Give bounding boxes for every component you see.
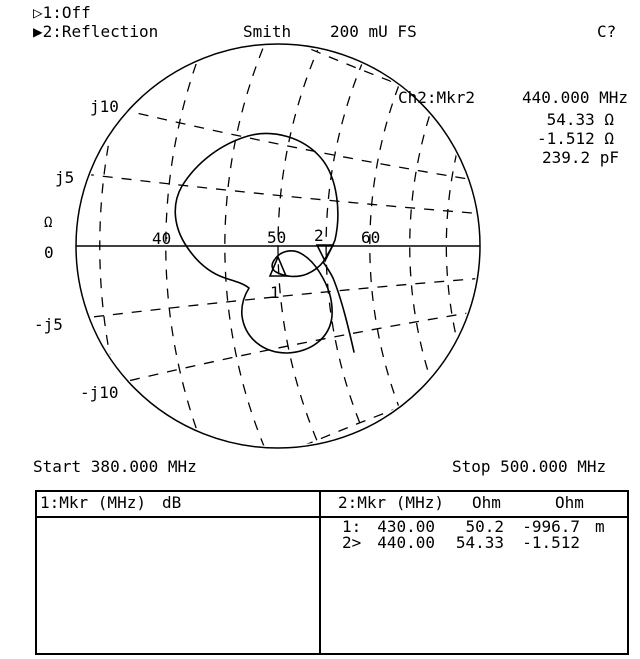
readout-reactance: -1.512 Ω — [536, 129, 614, 148]
resistance-label-50: 50 — [267, 228, 287, 247]
table-row — [321, 532, 627, 552]
sweep-stop: Stop 500.000 MHz — [452, 457, 607, 476]
channel2-measurement: 2:Reflection — [42, 22, 159, 41]
channel1-status: 1:Off — [42, 3, 91, 22]
resistance-label-40: 40 — [152, 229, 172, 248]
reactance-label-neg-j10: -j10 — [80, 383, 119, 402]
display-format: Smith — [243, 22, 292, 41]
table-cell-ohm2: -1.512 — [522, 532, 580, 552]
ch2-table-rows — [321, 519, 627, 653]
reactance-label-j5: j5 — [55, 168, 75, 187]
ch1-table-header: 1:Mkr (MHz) — [40, 493, 146, 512]
marker-1-label: 1 — [270, 283, 280, 302]
ch2-table-unit2: Ohm — [555, 493, 584, 512]
marker-table-ch1 — [37, 492, 319, 653]
readout-frequency: 440.000 MHz — [522, 88, 628, 107]
readout-capacitance: 239.2 pF — [541, 148, 619, 167]
table-cell-id: 2> — [342, 532, 362, 552]
grid-reactance-arc-20 — [0, 0, 640, 246]
ch2-table-unit1: Ohm — [472, 493, 501, 512]
grid-reactance-arc-10 — [0, 0, 640, 246]
reactance-label-neg-j5: -j5 — [34, 315, 63, 334]
readout-marker-label: Ch2:Mkr2 — [398, 88, 476, 107]
table-cell-ohm1: 54.33 — [455, 532, 504, 552]
scale-setting: 200 mU FS — [330, 22, 417, 41]
zero-label: 0 — [44, 243, 54, 262]
marker-table-ch2 — [321, 492, 627, 653]
reactance-label-j10: j10 — [90, 97, 119, 116]
resistance-label-60: 60 — [361, 228, 381, 247]
ch1-table-rows — [37, 519, 319, 653]
grid-reactance-arc-5 — [0, 0, 640, 246]
table-cell-suffix: m — [595, 517, 605, 536]
marker-table — [35, 490, 629, 655]
readout-resistance: 54.33 Ω — [546, 110, 614, 129]
ch2-table-header: 2:Mkr (MHz) — [338, 493, 444, 512]
calibration-status: C? — [597, 22, 617, 41]
trace-path — [175, 134, 354, 353]
channel1-marker-icon: ▷ — [33, 3, 43, 22]
ch1-table-unit: dB — [162, 493, 182, 512]
table-cell-id: 1: — [342, 517, 362, 536]
channel2-marker-icon: ▶ — [33, 22, 43, 41]
ohm-unit-label: Ω — [44, 215, 53, 231]
table-cell-ohm1: 50.2 — [465, 517, 504, 536]
table-cell-ohm2: -996.7 — [522, 517, 580, 536]
table-cell-freq: 440.00 — [377, 532, 435, 552]
sweep-start: Start 380.000 MHz — [33, 457, 197, 476]
marker-2-label: 2 — [314, 226, 324, 245]
table-cell-freq: 430.00 — [377, 517, 435, 536]
